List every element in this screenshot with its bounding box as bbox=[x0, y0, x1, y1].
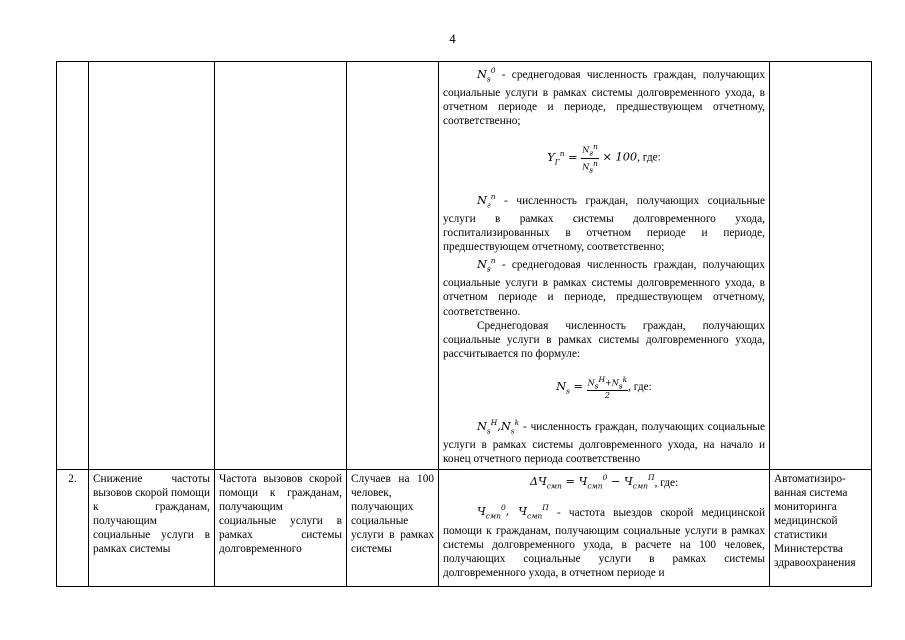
cell-number: 2. bbox=[57, 469, 89, 586]
method-paragraph: Среднегодовая численность граждан, получающих социальные услуги в рамках системы долговременного ухода, рассчитывается по формуле: bbox=[443, 319, 765, 360]
formula-average-count: $N_s$ = $\frac{N_s^H+N_s^k}{2}$ , где: bbox=[556, 374, 652, 401]
indicators-table bbox=[56, 61, 872, 587]
cell-number-empty bbox=[57, 62, 89, 470]
cell-source: Автоматизиро-ванная система мониторинга медицинской статистики Министерства здравоохранения bbox=[770, 469, 872, 586]
cell-method bbox=[439, 469, 770, 586]
cell-method bbox=[439, 62, 770, 470]
method-paragraph: $N_s^п$ - среднегодовая численность граждан, получающих социальные услуги в рамках системы долговременного ухода, в отчетном периоде и периоде, предшествующем отчетному, соответственно. bbox=[443, 256, 765, 318]
cell-indicator: Частота вызовов скорой помощи к гражданам, получающим социальные услуги в рамках системы долговременного bbox=[215, 469, 347, 586]
method-paragraph: $Ч_{смп}^0$, $Ч_{смп}^П$ - частота выездов скорой медицинской помощи к гражданам, получающим социальные услуги в рамках системы долговременного ухода, в расчете на 100 человек, получающих социальные услуги в рамках системы долговременного ухода, в отчетном периоде и bbox=[443, 503, 765, 579]
cell-indicator-empty bbox=[215, 62, 347, 470]
cell-name: Снижение частоты вызовов скорой помощи к гражданам, получающим социальные услуги в рамках системы bbox=[89, 469, 215, 586]
page-number: 4 bbox=[449, 31, 456, 46]
formula-ambulance-change: $\Delta Ч_{смп} = Ч_{смп}^0 - Ч_{смп}^П$, где: bbox=[529, 473, 679, 491]
cell-source-empty bbox=[770, 62, 872, 470]
method-paragraph: $N_s^H,N_s^k$ - численность граждан, получающих социальные услуги в рамках системы долговременного ухода, на начало и конец отчетного периода соответственно bbox=[443, 418, 765, 466]
cell-unit-empty bbox=[347, 62, 439, 470]
method-paragraph: $N_s^0$ - среднегодовая численность граждан, получающих социальные услуги в рамках системы долговременного ухода, в отчетном периоде и периоде, предшествующем отчетному, соответственно; bbox=[443, 66, 765, 128]
table-row bbox=[57, 62, 872, 470]
cell-name-empty bbox=[89, 62, 215, 470]
math-symbol: $N_s^0$ bbox=[477, 66, 496, 84]
table-row bbox=[57, 469, 872, 586]
cell-unit: Случаев на 100 человек, получающих социальные услуги в рамках системы bbox=[347, 469, 439, 586]
formula-share-hospitalized: $Y_Г^п$ = $\frac{N_г^п}{N_s^п}$ × 100, где: bbox=[547, 142, 661, 174]
method-paragraph: $N_г^п$ - численность граждан, получающих социальные услуги в рамках системы долговременного ухода, госпитализированных в отчетном периоде и периоде, предшествующем отчетному, соответственно; bbox=[443, 191, 765, 254]
